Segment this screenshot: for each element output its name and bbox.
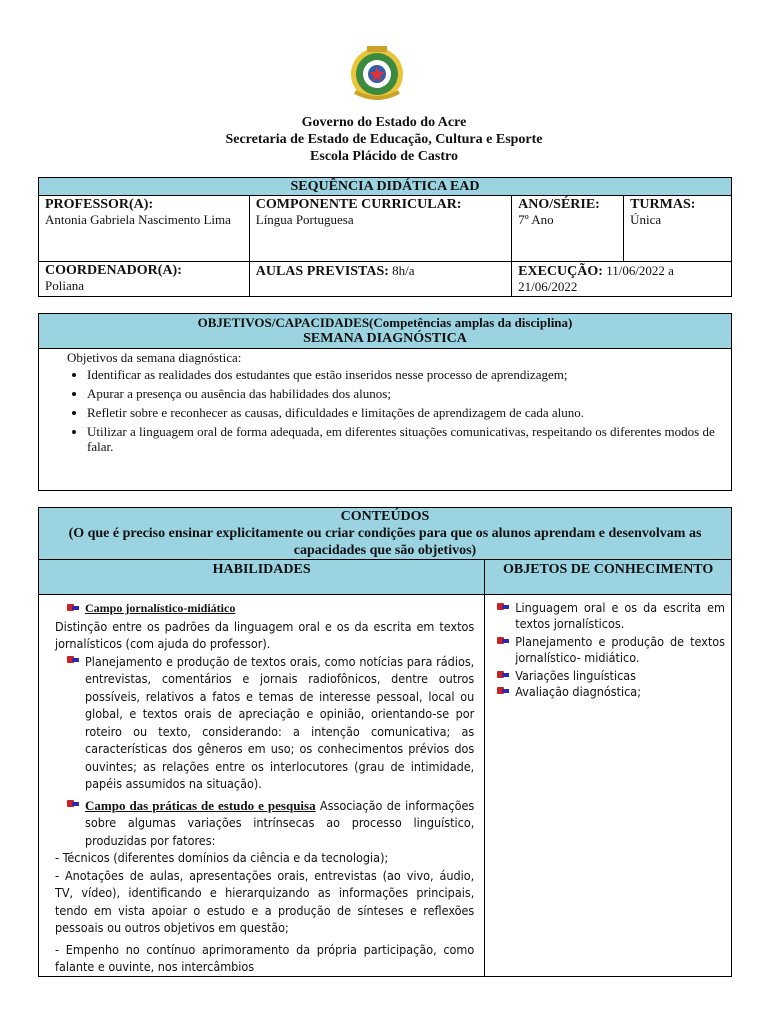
coordenador-label: COORDENADOR(A): xyxy=(45,263,182,278)
turmas-value: Única xyxy=(630,212,662,227)
componente-value: Língua Portuguesa xyxy=(255,212,354,227)
objetivos-title: OBJETIVOS/CAPACIDADES(Competências amplas da disciplina) xyxy=(197,315,573,330)
habilidade-item-1 xyxy=(55,653,474,793)
execucao-cell xyxy=(512,262,732,297)
objetivo-item: • Utilizar a linguagem oral de forma adequada, em diferentes situações comunicativas, respeitando os diferentes modos de falar. xyxy=(87,424,725,454)
objetivos-table xyxy=(38,313,732,491)
objeto-item-text: Variações linguísticas xyxy=(515,668,637,683)
objetivos-list xyxy=(39,367,725,454)
objetivos-subtitle: SEMANA DIAGNÓSTICA xyxy=(303,331,467,346)
execucao-label: EXECUÇÃO: xyxy=(518,264,603,279)
professor-value: Antonia Gabriela Nascimento Lima xyxy=(45,212,231,227)
conteudos-subtitle: (O que é preciso ensinar explicitamente ou criar condições para que os alunos aprendam e desenvolvam as capacidades que são objetivos) xyxy=(68,526,702,558)
objeto-item xyxy=(497,668,725,684)
componente-label: COMPONENTE CURRICULAR: xyxy=(255,197,462,212)
sequencia-title: SEQUÊNCIA DIDÁTICA EAD xyxy=(39,178,732,196)
coat-of-arms-icon xyxy=(347,44,407,102)
aulas-cell xyxy=(249,262,511,297)
professor-label: PROFESSOR(A): xyxy=(45,197,154,212)
campo-jornalistico xyxy=(55,600,474,618)
habilidade-dash-2: - Anotações de aulas, apresentações orais, entrevistas (ao vivo, áudio, TV, vídeo), identificando e hierarquizando as informações principais, tendo em vista apoiar o estudo e a produção de sínteses e reflexões pessoais ou outros objetivos em questão; xyxy=(55,867,475,935)
hand-bullet-icon xyxy=(497,636,509,646)
habilidade-dash-3: - Empenho no contínuo aprimoramento da própria participação, como falante e ouvinte, nos intercâmbios xyxy=(55,941,475,974)
aulas-value: 8h/a xyxy=(392,263,415,278)
conteudos-table xyxy=(38,507,732,977)
header-line-1: Governo do Estado do Acre xyxy=(301,115,467,130)
conteudos-header xyxy=(39,508,732,560)
objetivos-body xyxy=(39,349,732,491)
habilidade-dash-1: - Técnicos (diferentes domínios da ciência e da tecnologia); xyxy=(55,850,389,865)
campo-estudo-text: Associação de informações sobre algumas variações intrínsecas ao processo linguístico, produzidas por fatores: xyxy=(85,797,475,848)
coordenador-value: Poliana xyxy=(45,278,84,293)
objetos-cell xyxy=(485,595,732,977)
objetos-header: OBJETOS DE CONHECIMENTO xyxy=(485,560,732,595)
coordenador-cell xyxy=(39,262,250,297)
habilidade-text-1: Distinção entre os padrões da linguagem oral e os da escrita em textos jornalísticos (com ajuda do professor). xyxy=(55,618,475,651)
objetivo-item: • Identificar as realidades dos estudantes que estão inseridos nesse processo de aprendizagem; xyxy=(87,367,725,382)
objeto-item-text: Linguagem oral e os da escrita em textos jornalísticos. xyxy=(515,600,725,631)
document-header xyxy=(0,114,768,165)
objetivo-item: • Apurar a presença ou ausência das habilidades dos alunos; xyxy=(87,386,725,401)
objeto-item-text: Avaliação diagnóstica; xyxy=(515,684,641,699)
objeto-item xyxy=(497,600,725,632)
turmas-label: TURMAS: xyxy=(630,197,696,212)
objetivo-item: • Refletir sobre e reconhecer as causas, dificuldades e limitações de aprendizagem de cada aluno. xyxy=(87,405,725,420)
aulas-label: AULAS PREVISTAS: xyxy=(255,264,389,279)
hand-bullet-icon xyxy=(497,670,509,680)
campo-jornalistico-label: Campo jornalístico-midiático xyxy=(85,601,236,615)
habilidades-cell xyxy=(39,595,485,977)
turmas-cell xyxy=(624,196,732,262)
objeto-item xyxy=(497,634,725,666)
ano-value: 7º Ano xyxy=(518,212,554,227)
campo-estudo-label: Campo das práticas de estudo e pesquisa xyxy=(85,797,316,813)
hand-bullet-icon xyxy=(67,799,79,809)
sequencia-table xyxy=(38,177,732,297)
professor-cell xyxy=(39,196,250,262)
componente-cell xyxy=(249,196,511,262)
ano-label: ANO/SÉRIE: xyxy=(518,197,600,212)
conteudos-title: CONTEÚDOS xyxy=(340,509,430,524)
hand-bullet-icon xyxy=(497,686,509,696)
header-line-2: Secretaria de Estado de Educação, Cultura e Esporte xyxy=(225,132,543,147)
habilidade-item-2 xyxy=(55,797,474,850)
objeto-item xyxy=(497,684,725,700)
objetivos-header xyxy=(39,314,732,349)
hand-bullet-icon xyxy=(67,655,79,665)
hand-bullet-icon xyxy=(497,602,509,612)
habilidade-item-1-text: Planejamento e produção de textos orais, como notícias para rádios, entrevistas, comentários e jornais radiofônicos, dentre outros possíveis, relativos a fatos e temas de interesse pessoal, local ou global, e textos orais de apreciação e opinião, orientando-se por roteiro ou texto, considerando: a intenção comunicativa; as características dos gêneros em uso; os conhecimentos prévios dos ouvintes; as relações entre os interlocutores (grau de intimidade, papéis assumidos na situação). xyxy=(85,653,475,791)
habilidades-header: HABILIDADES xyxy=(39,560,485,595)
objeto-item-text: Planejamento e produção de textos jornalístico- midiático. xyxy=(515,634,725,665)
hand-bullet-icon xyxy=(67,603,79,613)
objetivos-intro: Objetivos da semana diagnóstica: xyxy=(67,350,242,365)
ano-cell xyxy=(512,196,624,262)
header-line-3: Escola Plácido de Castro xyxy=(310,149,458,164)
execucao-value: 11/06/2022 a 21/06/2022 xyxy=(518,263,674,294)
